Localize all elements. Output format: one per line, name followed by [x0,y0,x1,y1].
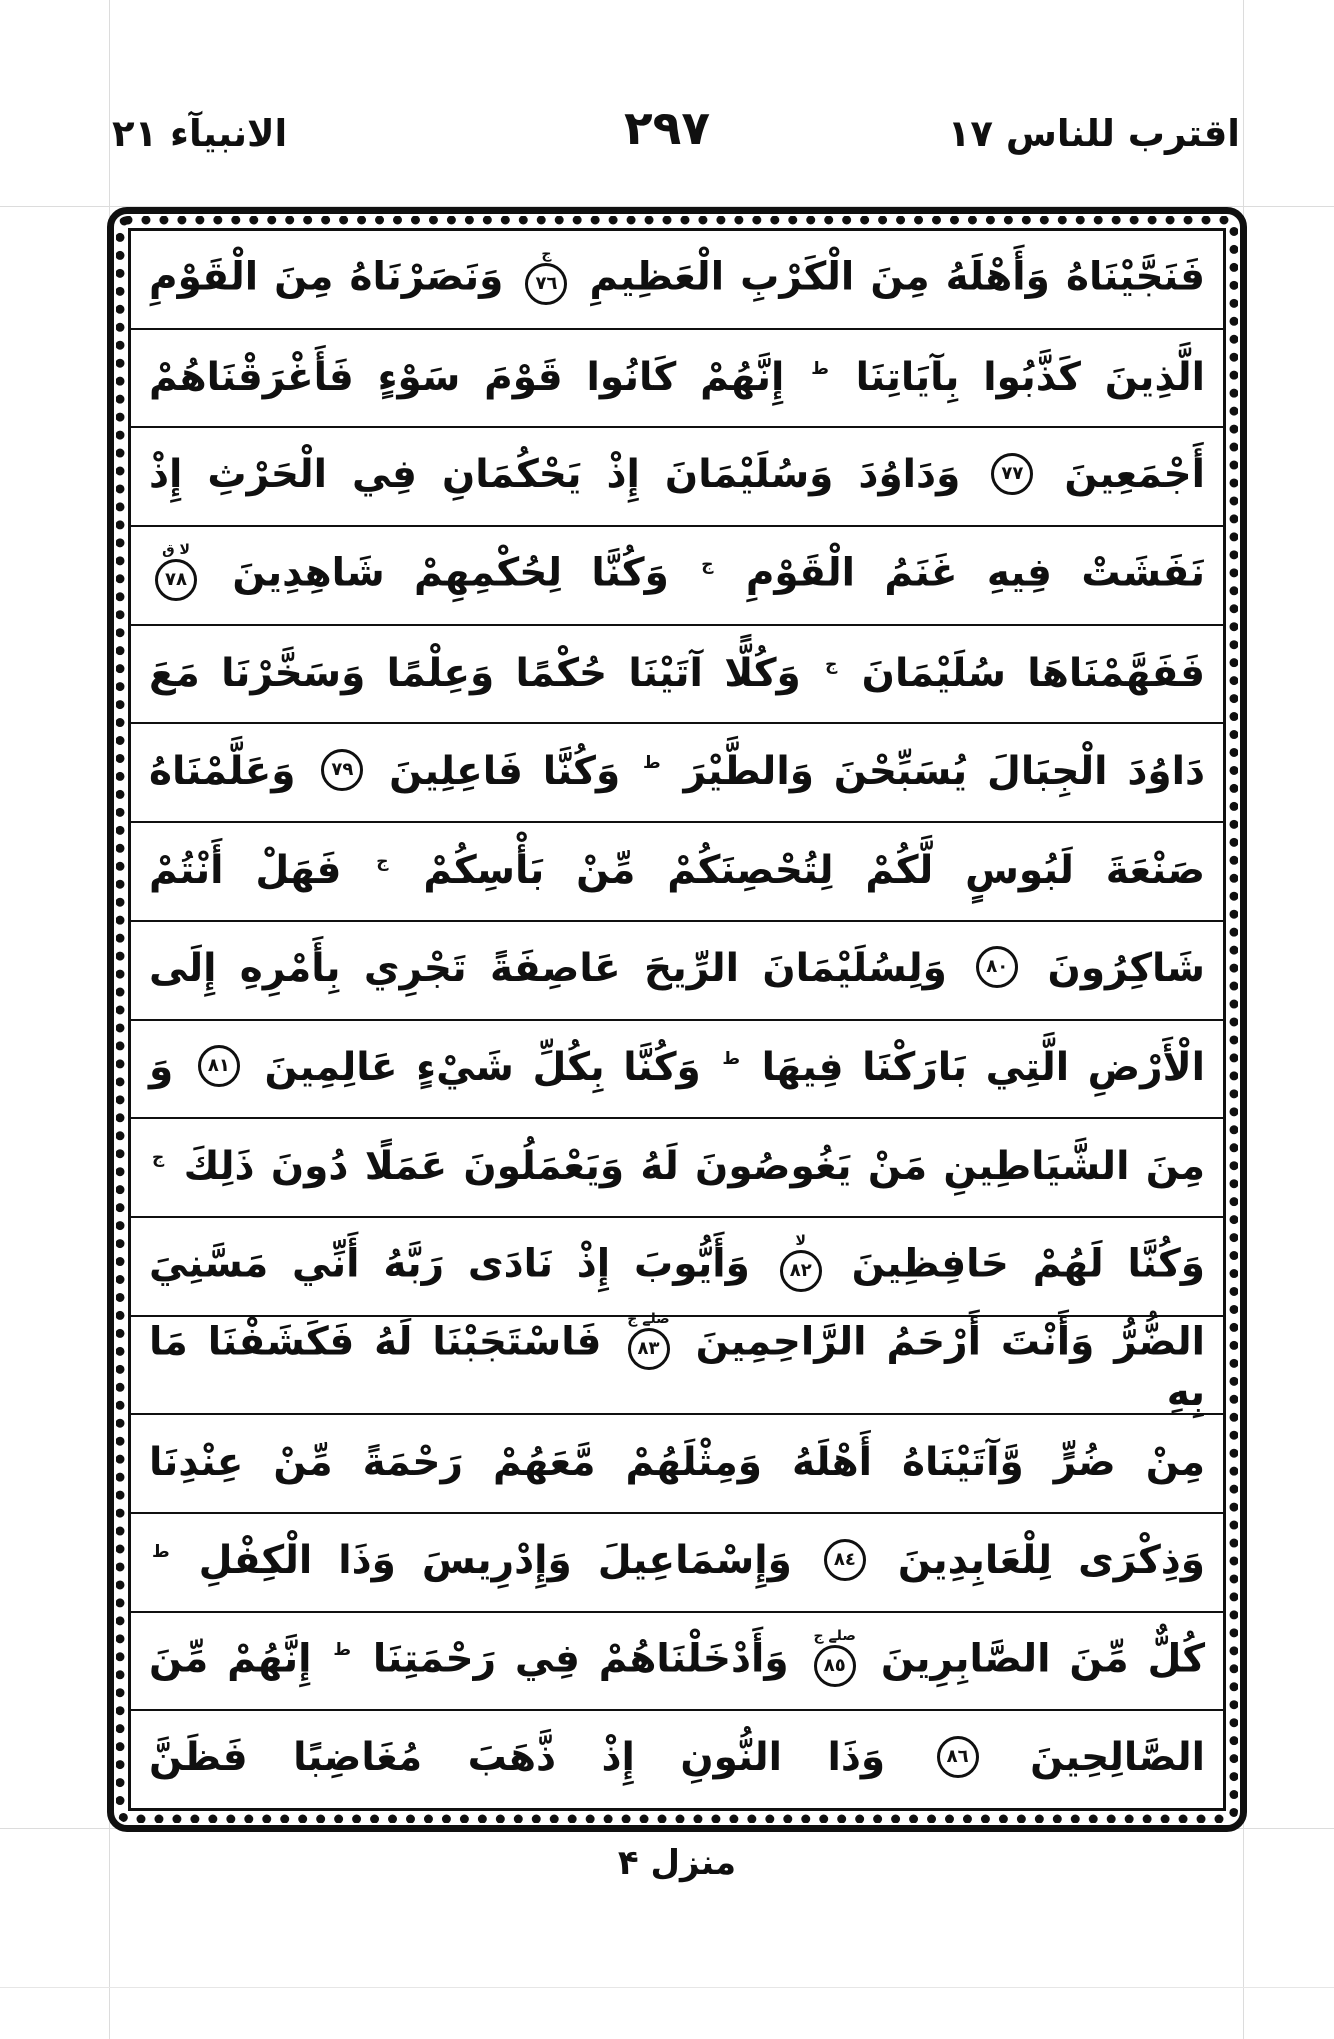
ayah-text: وَدَاوُدَ وَسُلَيْمَانَ إِذْ يَحْكُمَانِ فِي الْحَرْثِ إِذْ [149,452,961,498]
ayah-end-marker [627,1312,669,1370]
quran-line-text [131,246,1223,308]
ayah-end-marker [525,247,567,305]
waqf-mark: ج [541,246,552,263]
mushaf-frame [107,207,1247,1832]
quran-line-text [131,650,1223,696]
ayah-number: ٧٦ [525,263,567,305]
quran-line [131,724,1223,823]
page-number: ٢٩٧ [623,101,711,156]
waqf-mark: ج [376,852,389,872]
ayah-text: دَاوُدَ الْجِبَالَ يُسَبِّحْنَ وَالطَّيْرَ [683,748,1205,794]
quran-line-text [131,848,1223,893]
waqf-mark: ج [701,554,714,575]
ayah-text: وَإِسْمَاعِيلَ وَإِدْرِيسَ وَذَا الْكِفْلِ [198,1538,792,1584]
waqf-mark: لا [795,1233,806,1250]
quran-line [131,1311,1223,1416]
page-edge-line-bottom [0,1987,1334,1988]
quran-line-text [131,542,1223,604]
quran-line [131,527,1223,626]
ayah-end-marker [780,1234,822,1292]
frame-bead-border [116,216,1238,1823]
ayah-text: مِنَ الشَّيَاطِينِ مَنْ يَغُوصُونَ لَهُ وَيَعْمَلُونَ عَمَلًا دُونَ ذَلِكَ [183,1144,1205,1190]
ayah-end-marker [814,1629,856,1687]
quran-line [131,1613,1223,1712]
ayah-text: وَكُنَّا فَاعِلِينَ [389,748,621,794]
ayah-end-marker [321,749,363,791]
ayah-text: وَأَيُّوبَ إِذْ نَادَى رَبَّهُ أَنِّي مَسَّنِيَ [149,1241,750,1287]
quran-line [131,1711,1223,1808]
ayah-text: أَجْمَعِينَ [1064,452,1205,498]
ayah-text: شَاكِرُونَ [1047,945,1205,991]
quran-line-text [131,1144,1223,1190]
mushaf-lines [128,228,1226,1811]
quran-line-text [131,1440,1223,1486]
ayah-number: ٨٤ [824,1539,866,1581]
ayah-end-marker [198,1045,240,1087]
ayah-text: صَنْعَةَ لَبُوسٍ لَّكُمْ لِتُحْصِنَكُمْ مِّنْ بَأْسِكُمْ [423,848,1206,893]
ayah-text: فَنَجَّيْنَاهُ وَأَهْلَهُ مِنَ الْكَرْبِ الْعَظِيمِ [589,254,1206,300]
ayah-number: ٨١ [198,1045,240,1087]
quran-line [131,1021,1223,1120]
ayah-end-marker [991,453,1033,495]
ayah-text: نَفَشَتْ فِيهِ غَنَمُ الْقَوْمِ [745,550,1206,596]
waqf-mark: ط [811,358,829,379]
quran-line-text [131,1233,1223,1295]
quran-line-text [131,1735,1223,1781]
ayah-text: وَكُنَّا لَهُمْ حَافِظِينَ [851,1241,1206,1287]
ayah-text: فَهَلْ أَنْتُمْ [149,848,342,893]
ayah-text: كُلٌّ مِّنَ الصَّابِرِينَ [880,1636,1206,1682]
ayah-end-marker [824,1539,866,1581]
quran-line-text [131,1627,1223,1690]
ayah-text: فَفَهَّمْنَاهَا سُلَيْمَانَ [861,650,1205,696]
ayah-text: مِنْ ضُرٍّ وَّآتَيْنَاهُ أَهْلَهُ وَمِثْلَهُمْ مَّعَهُمْ رَحْمَةً مِّنْ عِنْدِنَا [149,1440,1205,1486]
ayah-end-marker [155,543,197,601]
ayah-text: وَذَا النُّونِ إِذْ ذَّهَبَ مُغَاضِبًا فَظَنَّ [149,1735,886,1781]
ayah-text: وَلِسُلَيْمَانَ الرِّيحَ عَاصِفَةً تَجْرِي بِأَمْرِهِ إِلَى [149,945,947,991]
ayah-text: وَذِكْرَى لِلْعَابِدِينَ [897,1538,1206,1584]
quran-line-text [131,945,1223,992]
surah-label: الانبيآء ٢١ [112,112,288,155]
ayah-text: وَكُنَّا لِحُكْمِهِمْ شَاهِدِينَ [232,550,669,596]
waqf-mark: ط [152,1542,170,1563]
quran-line-text [131,1311,1223,1416]
manzil-label: منزل ۴ [617,1843,737,1883]
ayah-number: ٧٨ [155,559,197,601]
juz-label: اقترب للناس ١٧ [947,112,1240,155]
ayah-end-marker [976,946,1018,988]
ayah-number: ٨٥ [814,1645,856,1687]
ayah-number: ٧٩ [321,749,363,791]
quran-line-text [131,1538,1223,1584]
quran-line [131,823,1223,922]
ayah-text: وَأَدْخَلْنَاهُمْ فِي رَحْمَتِنَا [372,1636,789,1682]
quran-line-text [131,748,1223,795]
ayah-number: ٨٠ [976,946,1018,988]
ayah-text: وَكُلًّا آتَيْنَا حُكْمًا وَعِلْمًا وَسَخَّرْنَا مَعَ [149,650,801,696]
waqf-mark: ط [722,1048,741,1069]
ayah-end-marker [937,1736,979,1778]
quran-line [131,1218,1223,1317]
ayah-number: ٨٢ [780,1250,822,1292]
quran-line [131,1119,1223,1218]
quran-line [131,231,1223,330]
ayah-text: الْأَرْضِ الَّتِي بَارَكْنَا فِيهَا [761,1044,1206,1090]
ayah-text: الصَّالِحِينَ [1030,1735,1206,1781]
waqf-mark: ط [333,1640,351,1661]
ayah-number: ٨٣ [628,1328,670,1370]
ayah-text: فَاسْتَجَبْنَا لَهُ فَكَشَفْنَا مَا بِهِ [149,1319,1205,1416]
quran-line [131,428,1223,527]
waqf-mark: صلے ج [627,1311,670,1328]
ayah-text: وَكُنَّا بِكُلِّ شَيْءٍ عَالِمِينَ [264,1044,701,1090]
waqf-mark: ج [152,1148,165,1169]
quran-line [131,1514,1223,1613]
quran-line [131,330,1223,429]
quran-line [131,922,1223,1021]
quran-line-text [131,1044,1223,1091]
ayah-number: ٨٦ [937,1736,979,1778]
ayah-text: الَّذِينَ كَذَّبُوا بِآيَاتِنَا [855,354,1205,400]
quran-line [131,1415,1223,1514]
ayah-text: إِنَّهُمْ مِّنَ [149,1636,312,1682]
waqf-mark: صلے ج [813,1627,856,1644]
ayah-text: الضُّرُّ وَأَنْتَ أَرْحَمُ الرَّاحِمِينَ [695,1319,1205,1365]
ayah-text: وَعَلَّمْنَاهُ [149,748,296,794]
quran-line [131,626,1223,725]
ayah-text: وَنَصَرْنَاهُ مِنَ الْقَوْمِ [149,254,504,300]
waqf-mark: ج [825,654,838,675]
ayah-text: إِنَّهُمْ كَانُوا قَوْمَ سَوْءٍ فَأَغْرَقْنَاهُمْ [149,354,785,400]
ayah-number: ٧٧ [991,453,1033,495]
waqf-mark: ط [643,752,661,773]
quran-line-text [131,354,1223,400]
waqf-mark: لا ق [162,542,190,559]
quran-line-text [131,452,1223,498]
ayah-text: وَ [149,1044,174,1090]
